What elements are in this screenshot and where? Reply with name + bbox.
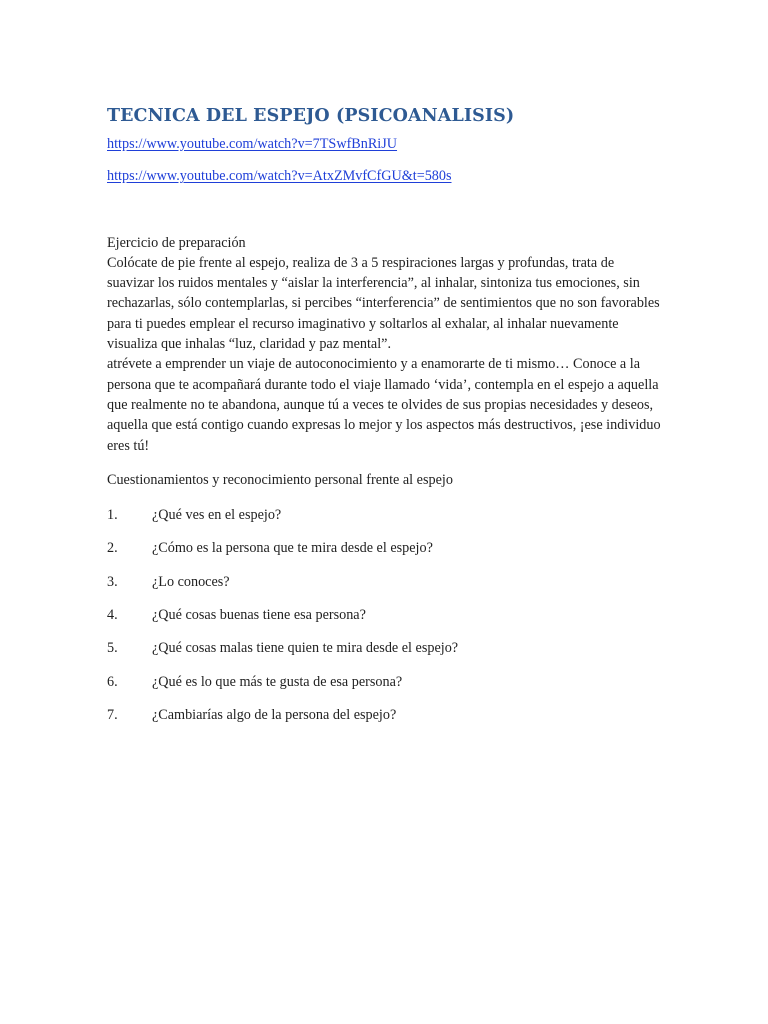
document-title: TECNICA DEL ESPEJO (PSICOANALISIS) [107, 106, 515, 126]
document-body [107, 104, 663, 725]
questions-list [107, 505, 663, 725]
list-item-number: 7. [107, 706, 118, 723]
list-item-text: ¿Qué ves en el espejo? [152, 507, 282, 524]
paragraph-instructions: Colócate de pie frente al espejo, realiza de 3 a 5 respiraciones largas y profundas, trata de suavizar los ruidos mentales y “aislar la interferencia”, al inhalar, sintoniza tus emociones, sin rechazarlas, sólo contemplarlas, si percibes “interferencia” de sentimientos que no son favorables para ti puedes emplear el recurso imaginativo y soltarlos al exhalar, al inhalar nuevamente visualiza que inhalas “luz, claridad y paz mental”. [107, 254, 660, 353]
list-item [107, 672, 663, 692]
list-item-number: 5. [107, 640, 118, 657]
list-item-text: ¿Lo conoces? [152, 573, 230, 590]
section-heading-preparation: Ejercicio de preparación [107, 234, 246, 251]
list-item [107, 572, 663, 592]
list-item-number: 4. [107, 607, 118, 624]
list-item [107, 705, 663, 725]
youtube-link-2[interactable]: https://www.youtube.com/watch?v=AtxZMvfCfGU&t=580s [107, 168, 452, 185]
list-item [107, 605, 663, 625]
list-item [107, 505, 663, 525]
list-item [107, 538, 663, 558]
paragraph-self-knowledge: atrévete a emprender un viaje de autoconocimiento y a enamorarte de ti mismo… Conoce a la persona que te acompañará durante todo el viaje llamado ‘vida’, contempla en el espejo a aquella que realmente no te abandona, aunque tú a veces te olvides de sus propias necesidades y deseos, aquella que está contigo cuando expresas lo mejor y los aspectos más destructivos, ¡ese individuo eres tú! [107, 356, 661, 454]
list-item-text: ¿Qué cosas malas tiene quien te mira desde el espejo? [152, 640, 459, 657]
list-item-number: 3. [107, 573, 118, 590]
list-item-number: 6. [107, 673, 118, 690]
section-heading-questions: Cuestionamientos y reconocimiento personal frente al espejo [107, 471, 453, 488]
list-item-text: ¿Qué cosas buenas tiene esa persona? [152, 607, 366, 624]
list-item [107, 638, 663, 658]
list-item-number: 2. [107, 540, 118, 557]
list-item-number: 1. [107, 507, 118, 524]
list-item-text: ¿Cambiarías algo de la persona del espejo? [152, 706, 397, 723]
list-item-text: ¿Qué es lo que más te gusta de esa persona? [152, 673, 403, 690]
list-item-text: ¿Cómo es la persona que te mira desde el espejo? [152, 540, 433, 557]
youtube-link-1[interactable]: https://www.youtube.com/watch?v=7TSwfBnRiJU [107, 136, 398, 152]
